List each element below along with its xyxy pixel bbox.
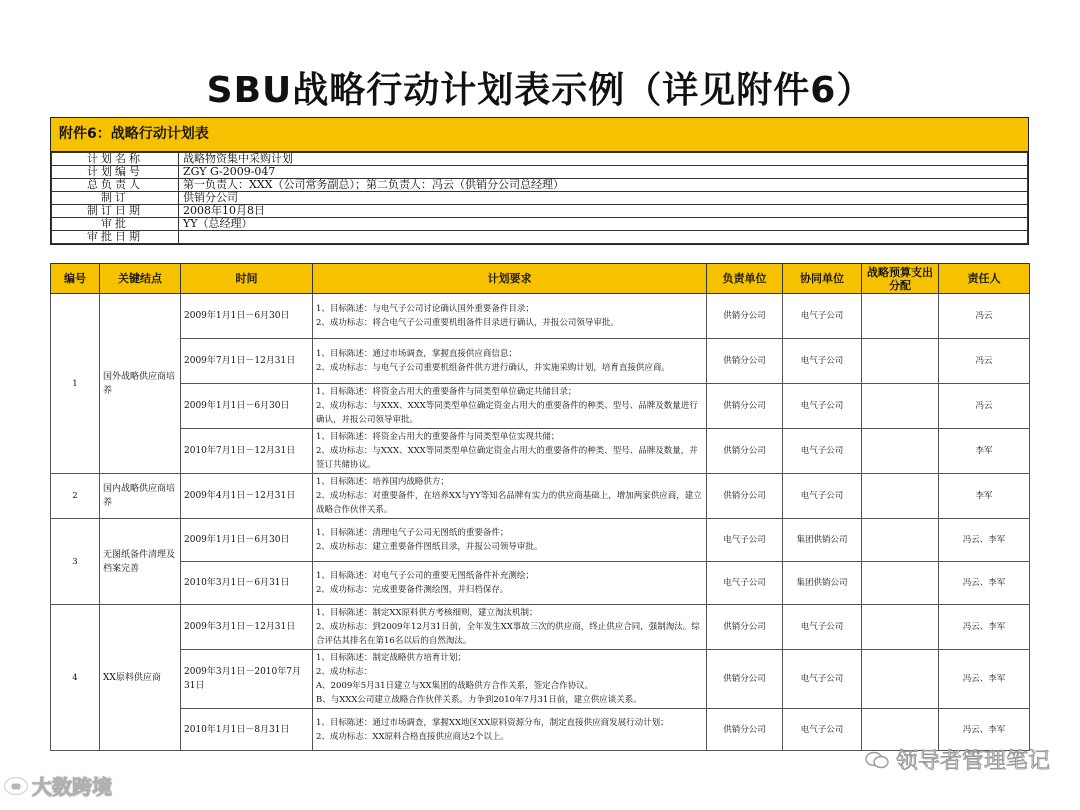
requirement-cell xyxy=(313,519,707,562)
requirement-cell xyxy=(313,709,707,751)
person-cell: 冯云、李军 xyxy=(939,605,1030,650)
coop-cell: 电气子公司 xyxy=(783,384,862,429)
requirement-line: 2、成功标志：将合电气子公司重要机组备件目录进行确认，并报公司领导审批。 xyxy=(316,318,619,328)
dept-cell: 供销分公司 xyxy=(707,384,783,429)
watermark-left xyxy=(4,771,112,800)
time-cell: 2009年1月1日－6月30日 xyxy=(181,384,313,429)
table-row xyxy=(51,339,1030,384)
requirement-line: 2、成功标志：与XXX、XXX等同类型单位确定资金占用大的重要备件的种类、型号、品牌及数量，并签订共储协议。 xyxy=(316,446,698,470)
meta-value: 战略物资集中采购计划 xyxy=(179,153,1028,166)
requirement-cell xyxy=(313,650,707,709)
person-cell: 李军 xyxy=(939,429,1030,474)
person-cell: 冯云、李军 xyxy=(939,650,1030,709)
table-row xyxy=(51,474,1030,519)
requirement-line: 1、目标陈述：培养国内战略供方； xyxy=(316,477,449,487)
requirement-line: 1、目标陈述：将资金占用大的重要备件与同类型单位确定共储目录； xyxy=(316,387,577,397)
meta-value: 供销分公司 xyxy=(179,192,1028,205)
requirement-line: 2、成功标志：与XXX、XXX等同类型单位确定资金占用大的重要备件的种类、型号、品牌及数量进行确认，并报公司领导审批。 xyxy=(316,401,698,425)
person-cell: 冯云 xyxy=(939,294,1030,339)
requirement-line: 2、成功标志：到2009年12月31日前，全年发生XX事故三次的供应商，终止供应合同，强制淘汰。综合评估其排名在第16名以后的自然淘汰。 xyxy=(316,622,700,646)
coop-cell: 电气子公司 xyxy=(783,474,862,519)
meta-value: ZGY G-2009-047 xyxy=(179,166,1028,179)
header-time: 时间 xyxy=(181,264,313,294)
coop-cell: 电气子公司 xyxy=(783,650,862,709)
plan-meta-table xyxy=(51,152,1028,244)
table-row xyxy=(51,650,1030,709)
requirement-line: 1、目标陈述：通过市场调查，掌握XX地区XX原料资源分布，制定直接供应商发展行动计划； xyxy=(316,717,669,728)
dept-cell: 供销分公司 xyxy=(707,294,783,339)
requirement-line: 2、成功标志： xyxy=(316,667,373,677)
dept-cell: 供销分公司 xyxy=(707,474,783,519)
header-no: 编号 xyxy=(51,264,100,294)
header-budget: 战略预算支出分配 xyxy=(862,264,939,294)
coop-cell: 电气子公司 xyxy=(783,429,862,474)
budget-cell xyxy=(862,562,939,605)
header-coop: 协同单位 xyxy=(783,264,862,294)
person-cell: 冯云、李军 xyxy=(939,562,1030,605)
header-dept: 负责单位 xyxy=(707,264,783,294)
coop-cell: 电气子公司 xyxy=(783,339,862,384)
coop-cell: 电气子公司 xyxy=(783,709,862,751)
watermark-left-text: 大数跨境 xyxy=(32,775,112,799)
time-cell: 2010年1月1日－8月31日 xyxy=(181,709,313,751)
meta-row xyxy=(52,179,1028,192)
meta-key: 审批日期 xyxy=(52,231,179,244)
meta-key: 总负责人 xyxy=(52,179,179,192)
requirement-cell xyxy=(313,474,707,519)
budget-cell xyxy=(862,519,939,562)
requirement-line: 2、成功标志：完成重要备件测绘图，并归档保存。 xyxy=(316,585,509,595)
action-plan-table-wrap xyxy=(50,263,1029,751)
header-person: 责任人 xyxy=(939,264,1030,294)
key-node: 无图纸备件清理及档案完善 xyxy=(100,519,181,605)
requirement-line: 2、成功标志：与电气子公司重要机组备件供方进行确认，并实施采购计划，培育直接供应商。 xyxy=(316,363,670,373)
table-row xyxy=(51,294,1030,339)
coop-cell: 电气子公司 xyxy=(783,294,862,339)
dept-cell: 供销分公司 xyxy=(707,709,783,751)
person-cell: 冯云 xyxy=(939,384,1030,429)
requirement-line: B、与XXX公司建立战略合作伙伴关系。力争到2010年7月31日前，建立供应谈关系。 xyxy=(316,695,642,705)
group-number: 3 xyxy=(51,519,100,605)
budget-cell xyxy=(862,384,939,429)
requirement-line: 1、目标陈述：对电气子公司的重要无图纸备件补充测绘； xyxy=(316,571,534,581)
meta-value: 2008年10月8日 xyxy=(179,205,1028,218)
budget-cell xyxy=(862,294,939,339)
watermark-right xyxy=(864,744,1050,775)
dept-cell: 电气子公司 xyxy=(707,519,783,562)
requirement-cell xyxy=(313,339,707,384)
meta-key: 审批 xyxy=(52,218,179,231)
requirement-line: 1、目标陈述：与电气子公司讨论确认国外重要备件目录； xyxy=(316,304,534,314)
coop-cell: 集团供销公司 xyxy=(783,519,862,562)
dept-cell: 供销分公司 xyxy=(707,339,783,384)
time-cell: 2009年3月1日－2010年7月31日 xyxy=(181,650,313,709)
coop-cell: 电气子公司 xyxy=(783,605,862,650)
requirement-line: 1、目标陈述：制定战略供方培育计划； xyxy=(316,653,466,663)
requirement-cell xyxy=(313,384,707,429)
meta-key: 计划名称 xyxy=(52,153,179,166)
budget-cell xyxy=(862,650,939,709)
meta-row xyxy=(52,231,1028,244)
form-header: 附件6：战略行动计划表 xyxy=(51,118,1028,152)
meta-value xyxy=(179,231,1028,244)
budget-cell xyxy=(862,605,939,650)
meta-key: 计划编号 xyxy=(52,166,179,179)
time-cell: 2009年4月1日－12月31日 xyxy=(181,474,313,519)
time-cell: 2010年3月1日－6月31日 xyxy=(181,562,313,605)
plan-info-box xyxy=(50,117,1029,245)
budget-cell xyxy=(862,429,939,474)
watermark-right-text: 领导者管理笔记 xyxy=(895,749,1050,774)
slide-title: SBU战略行动计划表示例（详见附件6） xyxy=(206,70,874,111)
action-plan-table xyxy=(50,263,1030,751)
dept-cell: 供销分公司 xyxy=(707,429,783,474)
person-cell: 冯云 xyxy=(939,339,1030,384)
meta-key: 制订 xyxy=(52,192,179,205)
header-node: 关键结点 xyxy=(100,264,181,294)
meta-value: 第一负责人：XXX（公司常务副总）；第二负责人：冯云（供销分公司总经理） xyxy=(179,179,1028,192)
requirement-line: 1、目标陈述：通过市场调查，掌握直接供应商信息； xyxy=(316,349,517,359)
requirement-line: 2、成功标志：XX原料合格直接供应商达2个以上。 xyxy=(316,731,509,742)
requirement-cell xyxy=(313,562,707,605)
time-cell: 2009年1月1日－6月30日 xyxy=(181,519,313,562)
table-row xyxy=(51,429,1030,474)
table-row xyxy=(51,384,1030,429)
requirement-cell xyxy=(313,605,707,650)
time-cell: 2009年3月1日－12月31日 xyxy=(181,605,313,650)
table-row xyxy=(51,519,1030,562)
meta-key: 制订日期 xyxy=(52,205,179,218)
dept-cell: 供销分公司 xyxy=(707,605,783,650)
requirement-line: 1、目标陈述：制定XX原料供方考核细则，建立淘汰机制； xyxy=(316,608,538,618)
meta-row xyxy=(52,192,1028,205)
key-node: XX原料供应商 xyxy=(100,605,181,751)
table-row xyxy=(51,562,1030,605)
key-node: 国外战略供应商培养 xyxy=(100,294,181,474)
meta-row xyxy=(52,218,1028,231)
meta-row xyxy=(52,205,1028,218)
time-cell: 2010年7月1日－12月31日 xyxy=(181,429,313,474)
requirement-line: 1、目标陈述：清理电气子公司无图纸的重要备件； xyxy=(316,528,509,538)
table-header-row xyxy=(51,264,1030,294)
header-requirements: 计划要求 xyxy=(313,264,707,294)
person-cell: 冯云、李军 xyxy=(939,709,1030,751)
time-cell: 2009年1月1日－6月30日 xyxy=(181,294,313,339)
coop-cell: 集团供销公司 xyxy=(783,562,862,605)
group-number: 2 xyxy=(51,474,100,519)
group-number: 1 xyxy=(51,294,100,474)
requirement-line: 2、成功标志：建立重要备件图纸目录，并报公司领导审批。 xyxy=(316,542,543,552)
dept-cell: 电气子公司 xyxy=(707,562,783,605)
dept-cell: 供销分公司 xyxy=(707,650,783,709)
budget-cell xyxy=(862,339,939,384)
budget-cell xyxy=(862,474,939,519)
time-cell: 2009年7月1日－12月31日 xyxy=(181,339,313,384)
brand-logo-icon: ∞ xyxy=(4,777,28,795)
requirement-cell xyxy=(313,294,707,339)
meta-row xyxy=(52,166,1028,179)
meta-row xyxy=(52,153,1028,166)
requirement-line: 1、目标陈述：将资金占用大的重要备件与同类型单位实现共储； xyxy=(316,432,560,442)
meta-value: YY（总经理） xyxy=(179,218,1028,231)
table-row xyxy=(51,605,1030,650)
requirement-line: 2、成功标志：对重要备件，在培养XX与YY等知名品牌有实力的供应商基础上，增加两家供应商，建立战略合作伙伴关系。 xyxy=(316,491,702,515)
requirement-line: A、2009年5月31日建立与XX集团的战略供方合作关系，签定合作协议。 xyxy=(316,681,594,691)
requirement-cell xyxy=(313,429,707,474)
key-node: 国内战略供应商培养 xyxy=(100,474,181,519)
wechat-icon xyxy=(864,750,890,770)
person-cell: 李军 xyxy=(939,474,1030,519)
person-cell: 冯云、李军 xyxy=(939,519,1030,562)
group-number: 4 xyxy=(51,605,100,751)
